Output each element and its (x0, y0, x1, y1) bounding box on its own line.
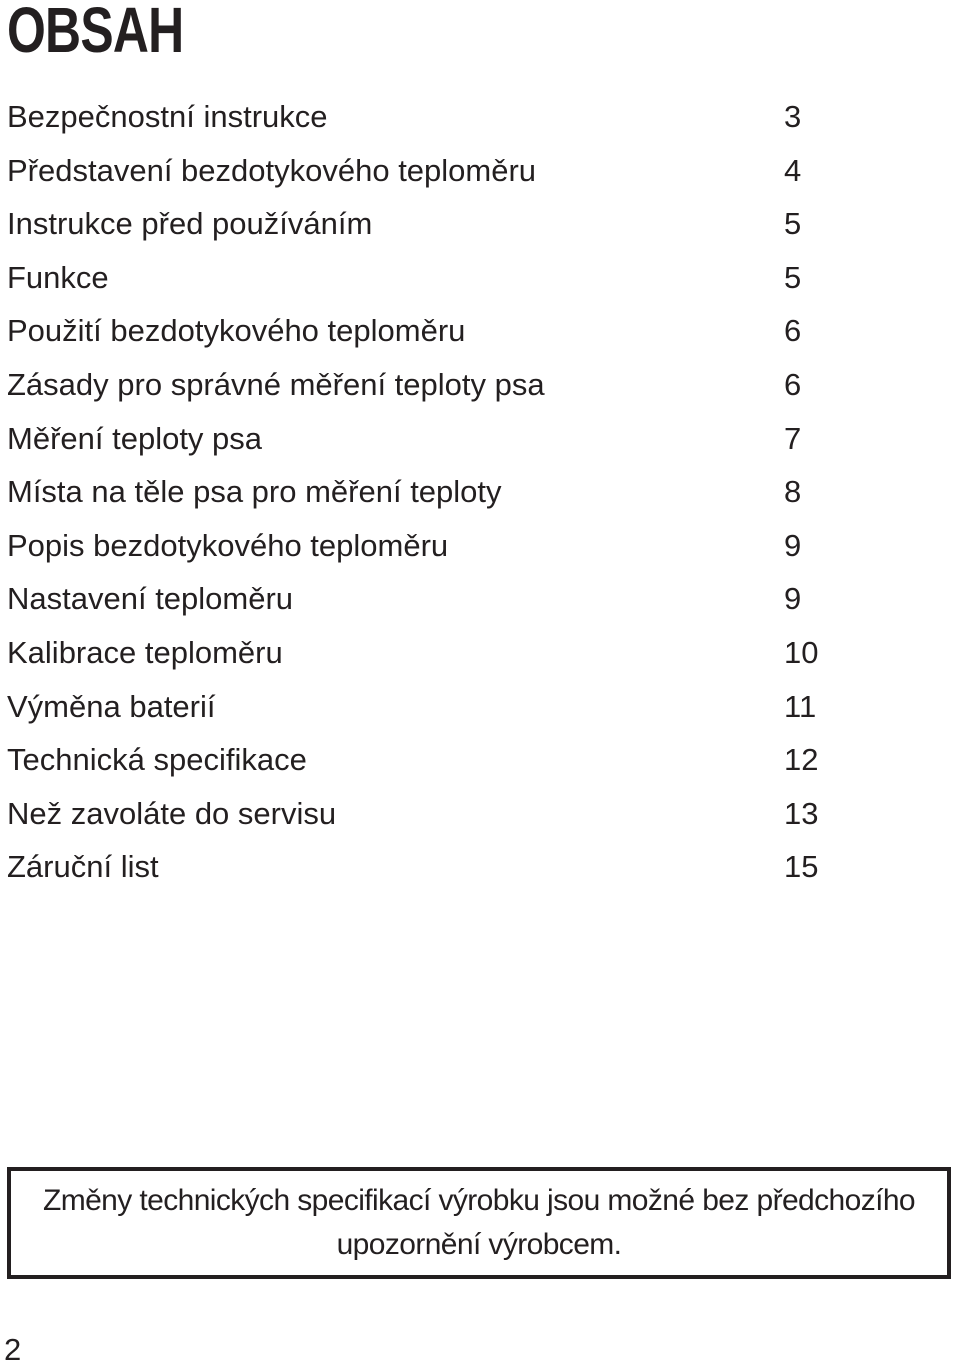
toc-entry-page: 6 (784, 313, 802, 349)
toc-entry-label: Kalibrace teploměru (7, 634, 283, 670)
notice-text: Změny technických specifikací výrobku jsou možné bez předchozího upozornění výrobcem. (42, 1184, 916, 1261)
toc-entry-label: Technická specifikace (7, 742, 307, 778)
page-number: 2 (4, 1332, 22, 1367)
toc-entry-label: Než zavoláte do servisu (7, 795, 337, 831)
toc-entry-page: 6 (784, 366, 802, 402)
toc-entry-label: Popis bezdotykového teploměru (7, 527, 449, 563)
toc-entry-label: Měření teploty psa (7, 420, 263, 456)
toc-entry (7, 90, 847, 144)
toc-entry-label: Funkce (7, 259, 109, 295)
toc-entry-page: 4 (784, 152, 802, 188)
toc-entry-page: 9 (784, 581, 802, 617)
toc-entry (7, 251, 847, 305)
toc-entry-page: 13 (784, 795, 819, 831)
toc-entry-page: 8 (784, 474, 802, 510)
toc-entry-label: Místa na těle psa pro měření teploty (7, 474, 502, 510)
toc-entry-page: 12 (784, 742, 819, 778)
toc-entry-label: Zásady pro správné měření teploty psa (7, 366, 545, 402)
notice-box (7, 1167, 951, 1279)
toc-entry-page: 10 (784, 634, 819, 670)
toc-entry (7, 412, 847, 466)
table-of-contents (7, 90, 847, 894)
toc-entry-page: 9 (784, 527, 802, 563)
toc-entry-page: 7 (784, 420, 802, 456)
toc-entry-label: Záruční list (7, 849, 159, 885)
toc-entry (7, 519, 847, 573)
toc-entry (7, 840, 847, 894)
toc-entry-label: Použití bezdotykového teploměru (7, 313, 466, 349)
toc-entry-label: Bezpečnostní instrukce (7, 99, 328, 134)
toc-entry (7, 358, 847, 412)
toc-entry (7, 572, 847, 626)
toc-entry-label: Představení bezdotykového teploměru (7, 152, 537, 188)
toc-entry (7, 626, 847, 680)
toc-entry-page: 15 (784, 849, 819, 885)
toc-entry (7, 304, 847, 358)
toc-entry-page: 5 (784, 206, 802, 242)
toc-entry-label: Výměna baterií (7, 688, 216, 724)
toc-entry (7, 733, 847, 787)
toc-entry (7, 144, 847, 198)
toc-entry (7, 787, 847, 841)
toc-entry (7, 680, 847, 734)
toc-entry-label: Nastavení teploměru (7, 581, 294, 617)
toc-entry-page: 5 (784, 259, 802, 295)
toc-entry-page: 11 (784, 688, 817, 724)
toc-entry-page: 3 (784, 99, 802, 134)
toc-entry (7, 465, 847, 519)
page-title: OBSAH (7, 0, 184, 66)
toc-entry-label: Instrukce před používáním (7, 206, 373, 242)
toc-entry (7, 197, 847, 251)
